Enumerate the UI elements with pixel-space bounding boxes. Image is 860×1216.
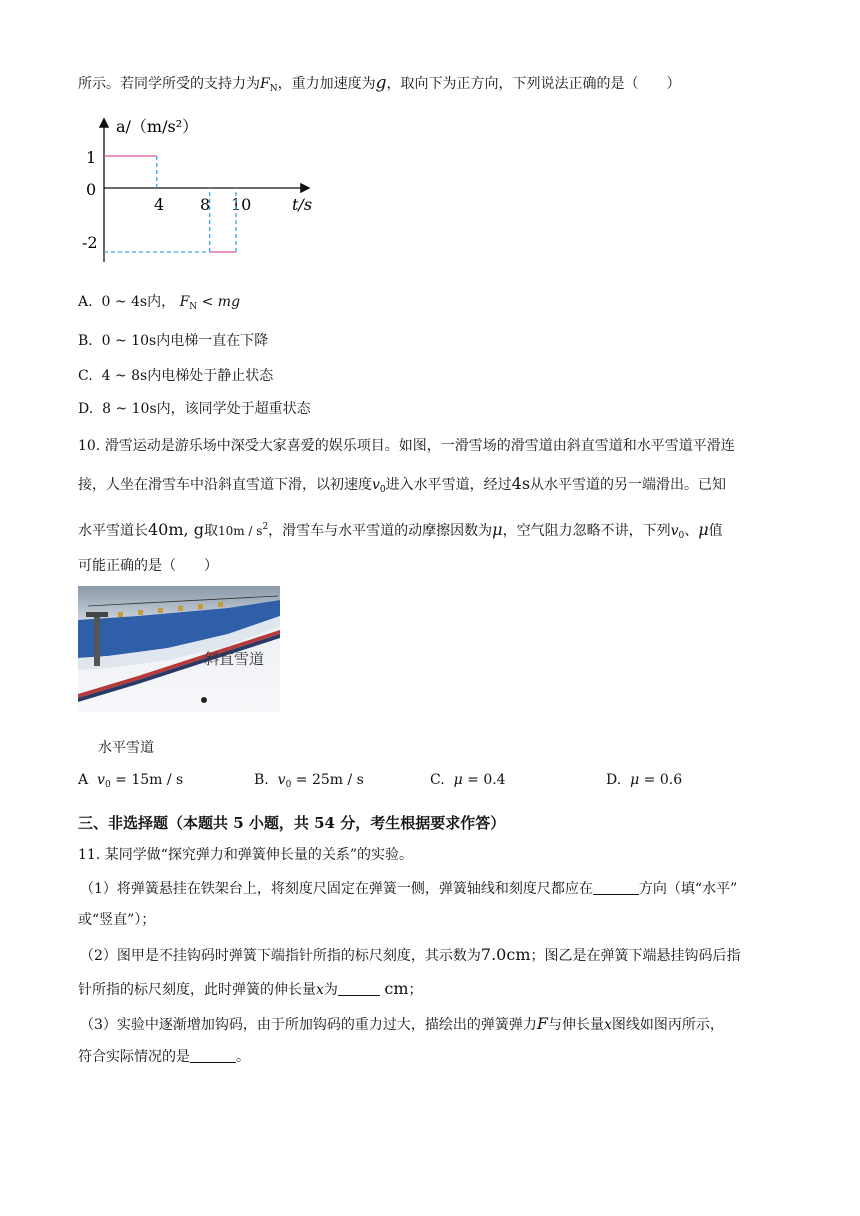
option-math: 4 ~ 8s (101, 368, 148, 384)
option-extra: F (179, 294, 190, 310)
q11-text: （3）实验中逐渐增加钩码，由于所加钩码的重力过大，描绘出的弹簧弹力 (80, 1017, 537, 1033)
q10-text: 取 (203, 523, 218, 539)
y-axis-label: a/（m/s²） (116, 117, 199, 136)
q11-part2-cont (78, 979, 423, 1000)
q10-line3 (78, 517, 723, 546)
q9-stem-text-a: 所示。若同学所受的支持力为 (78, 76, 260, 92)
flat-slope-label: 水平雪道 (98, 740, 154, 756)
option-text: 内电梯一直在下降 (156, 333, 269, 349)
q11-intro: 11. 某同学做“探究弹力和弹簧伸长量的关系”的实验。 (78, 847, 414, 863)
v0-symbol: v (277, 772, 286, 788)
ski-slope-illustration (78, 586, 280, 712)
y-tick-neg2: -2 (82, 233, 98, 252)
option-label: D. (78, 401, 94, 417)
v0-symbol: v (372, 477, 380, 493)
acceleration-time-graph (76, 112, 336, 272)
section-3-heading: 三、非选择题（本题共 5 小题，共 54 分，考生根据要求作答） (78, 814, 506, 832)
v0-symbol: v (97, 772, 105, 788)
x-tick-4: 4 (154, 195, 165, 214)
v0-subscript: 0 (104, 780, 111, 790)
reading-value: 7.0cm (480, 945, 531, 964)
q11-part3-cont (78, 1047, 250, 1067)
q11-text: 符合实际情况的是 (78, 1049, 190, 1065)
option-label: A (78, 772, 89, 788)
x-symbol: x (316, 982, 324, 998)
q11-text: 为 (323, 982, 338, 998)
option-math: 0 ~ 10s (101, 333, 157, 349)
option-math: 8 ~ 10s (102, 401, 157, 417)
time-value: 4s (511, 474, 531, 493)
q11-part3 (80, 1014, 724, 1035)
q9-option-a[interactable] (78, 292, 240, 317)
mu-symbol: μ (453, 772, 463, 788)
q10-line2 (78, 474, 726, 500)
x-tick-8: 8 (200, 195, 211, 214)
q9-stem (78, 73, 680, 99)
q10-text: 进入水平雪道，经过 (385, 477, 512, 493)
option-math: = 0.4 (467, 772, 506, 788)
q10-text: ，滑雪车与水平雪道的动摩擦因数为 (268, 523, 493, 539)
f-symbol: F (536, 1014, 549, 1033)
option-text: 内， (147, 294, 176, 310)
g-value: 10m / s (217, 524, 263, 538)
q11-text: ； (408, 982, 423, 998)
q11-text: 与伸长量 (548, 1017, 605, 1033)
q11-text: 针所指的标尺刻度，此时弹簧的伸长量 (78, 982, 316, 998)
q9-stem-text-b: ，重力加速度为 (277, 76, 376, 92)
option-text: 内电梯处于静止状态 (147, 368, 274, 384)
v0-symbol: v (670, 523, 679, 539)
q9-option-d[interactable] (78, 399, 311, 419)
q9-option-b[interactable] (78, 331, 268, 351)
option-math: = 15m / s (115, 772, 184, 788)
y-tick-0: 0 (86, 180, 97, 199)
x-tick-10: 10 (231, 195, 252, 214)
length-value: 40m, g (148, 520, 204, 539)
q10-text: 、 (684, 523, 699, 539)
v0-subscript: 0 (379, 485, 386, 495)
q11-part2 (80, 945, 740, 966)
option-math: 0 ~ 4s (101, 294, 148, 310)
option-label: A. (78, 294, 93, 310)
option-label: B. (78, 333, 93, 349)
answer-blank-1[interactable] (593, 880, 639, 895)
option-math: = 25m / s (295, 772, 364, 788)
option-label: D. (606, 772, 622, 788)
x-symbol: x (604, 1017, 612, 1033)
option-extra-sub: N (189, 302, 198, 312)
option-text: 内，该同学处于超重状态 (156, 401, 311, 417)
v0-subscript: 0 (678, 531, 685, 541)
answer-blank-3[interactable] (190, 1048, 236, 1063)
option-label: C. (430, 772, 445, 788)
q9-option-c[interactable] (78, 366, 273, 386)
q11-text: 方向（填“水平” (638, 881, 738, 897)
option-extra-tail: < mg (197, 294, 241, 310)
q9-stem-text-c: ，取向下为正方向，下列说法正确的是（ ） (386, 76, 681, 92)
g-symbol: g (375, 73, 387, 93)
option-label: B. (254, 772, 269, 788)
q11-text: 图线如图丙所示， (611, 1017, 724, 1033)
q10-option-b[interactable] (254, 772, 364, 790)
answer-blank-2[interactable] (338, 981, 380, 996)
q11-text: ；图乙是在弹簧下端悬挂钩码后指 (530, 948, 741, 964)
q11-text: （1）将弹簧悬挂在铁架台上，将刻度尺固定在弹簧一侧，弹簧轴线和刻度尺都应在 (80, 881, 593, 897)
option-label: C. (78, 368, 93, 384)
ski-slope-photo (78, 586, 280, 712)
q11-text: 。 (236, 1049, 250, 1065)
q10-text: ，空气阻力忽略不讲，下列 (502, 523, 671, 539)
unit-cm: cm (384, 979, 409, 998)
q10-line4: 可能正确的是（ ） (78, 558, 218, 574)
q10-option-d[interactable] (606, 772, 682, 788)
g-exponent: 2 (262, 522, 269, 532)
q10-option-a[interactable] (78, 772, 183, 790)
q10-text: 水平雪道长 (78, 523, 148, 539)
q11-part1 (80, 879, 737, 899)
q10-text: 从水平雪道的另一端滑出。已知 (530, 477, 727, 493)
q10-option-c[interactable] (430, 772, 506, 788)
x-axis-label: t/s (292, 195, 313, 214)
mu-symbol: μ (492, 520, 503, 539)
fn-symbol: F (260, 76, 270, 92)
mu-symbol: μ (630, 772, 640, 788)
option-math: = 0.6 (643, 772, 683, 788)
fn-subscript: N (269, 84, 278, 94)
q10-line1: 10. 滑雪运动是游乐场中深受大家喜爱的娱乐项目。如图，一滑雪场的滑雪道由斜直雪道和水平雪道平滑连 (78, 438, 735, 454)
q11-part1-cont: 或“竖直”）； (78, 912, 156, 928)
y-tick-1: 1 (86, 148, 97, 167)
v0-subscript: 0 (285, 780, 292, 790)
q11-text: （2）图甲是不挂钩码时弹簧下端指针所指的标尺刻度，其示数为 (80, 948, 481, 964)
q10-text: 值 (708, 523, 723, 539)
q10-text: 接，人坐在滑雪车中沿斜直雪道下滑，以初速度 (78, 477, 372, 493)
slope-label: 斜直雪道 (204, 651, 265, 668)
mu-symbol: μ (698, 520, 709, 539)
